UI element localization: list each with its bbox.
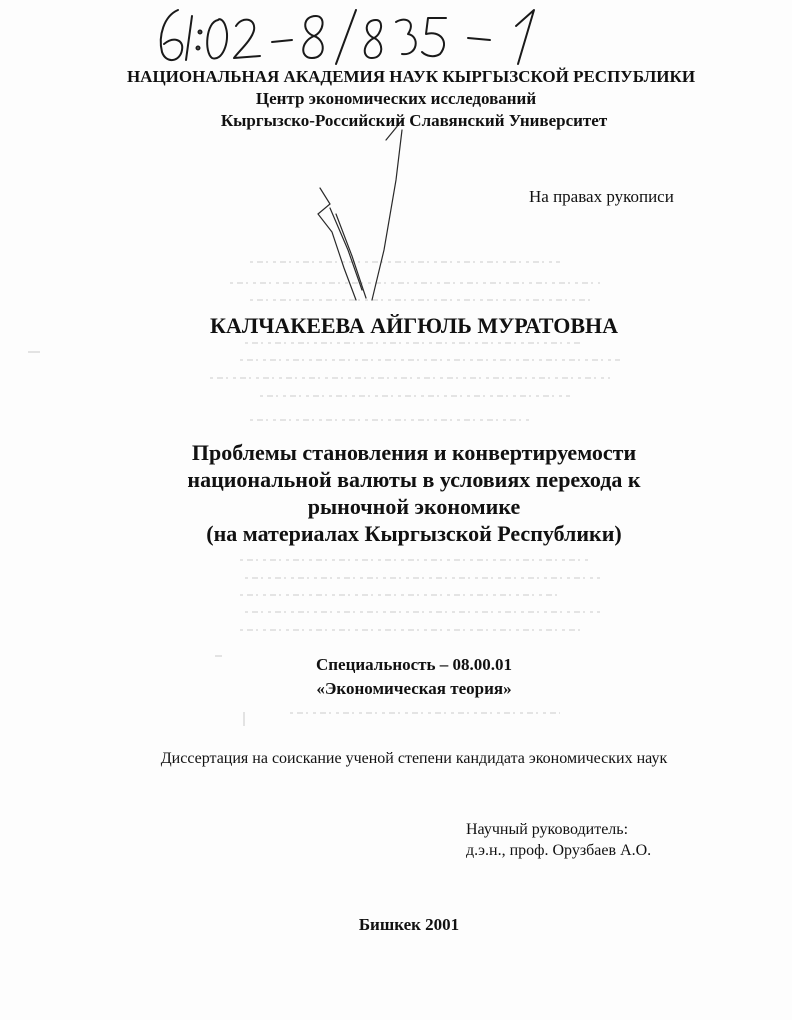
title-line: рыночной экономике	[307, 494, 521, 519]
specialty-block	[0, 653, 792, 701]
supervisor-label: Научный руководитель:	[466, 821, 629, 838]
title-line: национальной валюты в условиях перехода к	[187, 467, 641, 492]
supervisor-name: д.э.н., проф. Орузбаев А.О.	[466, 842, 652, 859]
specialty-name: «Экономическая теория»	[316, 679, 512, 698]
university-name: Кыргызско-Российский Славянский Университет	[220, 111, 608, 130]
city-and-year: Бишкек 2001	[358, 915, 460, 934]
academy-name: НАЦИОНАЛЬНАЯ АКАДЕМИЯ НАУК КЫРГЫЗСКОЙ РЕСПУБЛИКИ	[126, 67, 696, 86]
title-line: (на материалах Кыргызской Республики)	[206, 521, 622, 546]
institution-header	[0, 66, 792, 132]
supervisor-block	[466, 819, 651, 861]
title-line: Проблемы становления и конвертируемости	[191, 440, 637, 465]
author-name: КАЛЧАКЕЕВА АЙГЮЛЬ МУРАТОВНА	[209, 313, 618, 338]
handwritten-archive-code	[150, 2, 590, 72]
manuscript-rights-note: На правах рукописи	[529, 187, 674, 206]
degree-statement: Диссертация на соискание ученой степени кандидата экономических наук	[160, 750, 668, 767]
specialty-code: Специальность – 08.00.01	[315, 655, 513, 674]
research-center-name: Центр экономических исследований	[255, 89, 537, 108]
dissertation-title	[0, 439, 792, 547]
